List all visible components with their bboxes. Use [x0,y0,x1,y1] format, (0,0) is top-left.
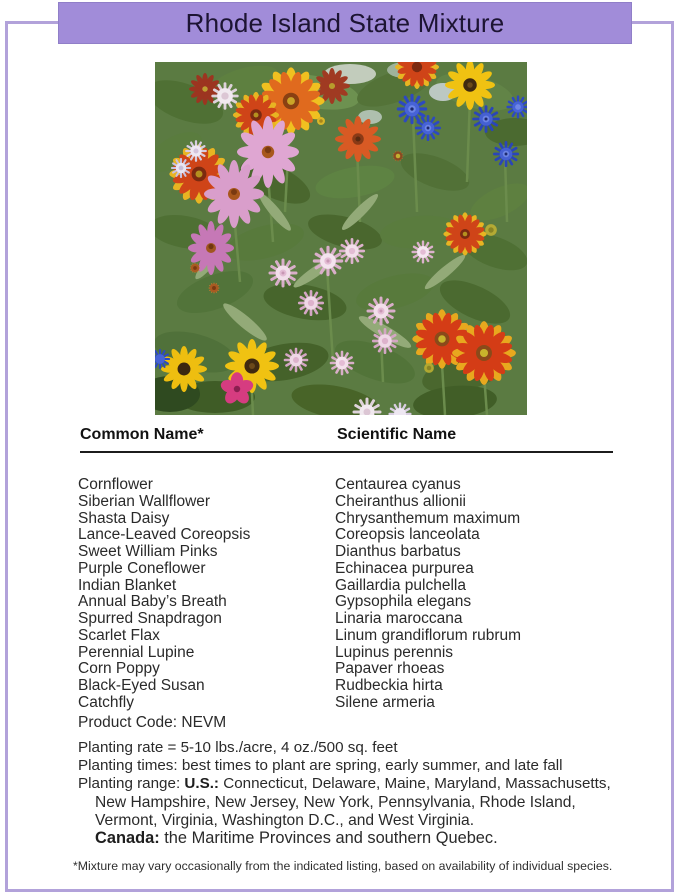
common-name-cell: Annual Baby’s Breath [78,593,227,611]
us-states-line3: Vermont, Virginia, Washington D.C., and West Virginia. [95,811,475,829]
header-rule [80,451,613,453]
table-row [78,678,521,695]
common-name-cell: Purple Coneflower [78,559,206,577]
title-banner [58,2,632,44]
scientific-name-cell: Chrysanthemum maximum [335,509,521,527]
canada-label: Canada: [95,828,160,847]
table-row [78,645,521,662]
table-row [78,594,521,611]
scientific-name-cell: Centaurea cyanus [335,476,461,493]
common-name-cell: Scarlet Flax [78,626,160,644]
common-name-cell: Perennial Lupine [78,643,195,661]
table-row [78,527,521,544]
scientific-name-cell: Lupinus perennis [335,643,454,661]
common-name-cell: Corn Poppy [78,660,160,678]
common-name-cell: Shasta Daisy [78,509,170,527]
planting-range-line [78,775,611,793]
common-name-cell: Spurred Snapdragon [78,610,222,627]
common-name-cell: Catchfly [78,693,134,711]
scientific-name-cell: Gaillardia pulchella [335,576,466,594]
scientific-name-cell: Papaver rhoeas [335,660,445,678]
species-table [78,477,521,712]
table-row [78,611,521,628]
mixture-footnote: *Mixture may vary occasionally from the indicated listing, based on availability of individual species. [73,859,613,873]
common-name-cell: Black-Eyed Susan [78,677,205,694]
scientific-name-cell: Coreopsis lanceolata [335,526,480,544]
column-header-common-name: Common Name* [80,426,204,443]
column-header-scientific-name: Scientific Name [337,426,457,443]
planting-times-line: Planting times: best times to plant are spring, early summer, and late fall [78,757,563,775]
table-row [78,477,521,494]
table-row [78,695,521,712]
common-name-cell: Indian Blanket [78,576,177,594]
scientific-name-cell: Cheiranthus allionii [335,492,466,510]
planting-range-prefix: Planting range: [78,775,185,793]
page-title: Rhode Island State Mixture [185,7,505,38]
table-row [78,494,521,511]
planting-range-continued [95,794,576,847]
scientific-name-cell: Silene armeria [335,693,435,711]
canada-range-line [95,830,576,848]
planting-info [78,739,611,793]
product-code-line: Product Code: NEVM [78,714,227,731]
table-row [78,511,521,528]
canada-range-text: the Maritime Provinces and southern Quebec. [159,828,498,847]
table-row [78,544,521,561]
table-row [78,561,521,578]
scientific-name-cell: Gypsophila elegans [335,593,472,611]
wildflower-photo-art [155,62,527,415]
common-name-cell: Siberian Wallflower [78,492,211,510]
us-label: U.S.: [184,775,219,793]
us-states-line2: New Hampshire, New Jersey, New York, Pennsylvania, Rhode Island, [95,794,576,811]
common-name-cell: Cornflower [78,476,153,493]
scientific-name-cell: Linaria maroccana [335,610,463,627]
table-row [78,628,521,645]
wildflower-photo [155,62,527,415]
planting-rate-line: Planting rate = 5-10 lbs./acre, 4 oz./500 sq. feet [78,739,398,756]
scientific-name-cell: Echinacea purpurea [335,559,474,577]
table-row [78,578,521,595]
scientific-name-cell: Linum grandiflorum rubrum [335,626,522,644]
common-name-cell: Lance-Leaved Coreopsis [78,526,251,544]
scientific-name-cell: Rudbeckia hirta [335,677,443,694]
table-row [78,661,521,678]
common-name-cell: Sweet William Pinks [78,543,218,560]
scientific-name-cell: Dianthus barbatus [335,543,461,560]
us-states-line1: Connecticut, Delaware, Maine, Maryland, Massachusetts, [219,775,611,793]
